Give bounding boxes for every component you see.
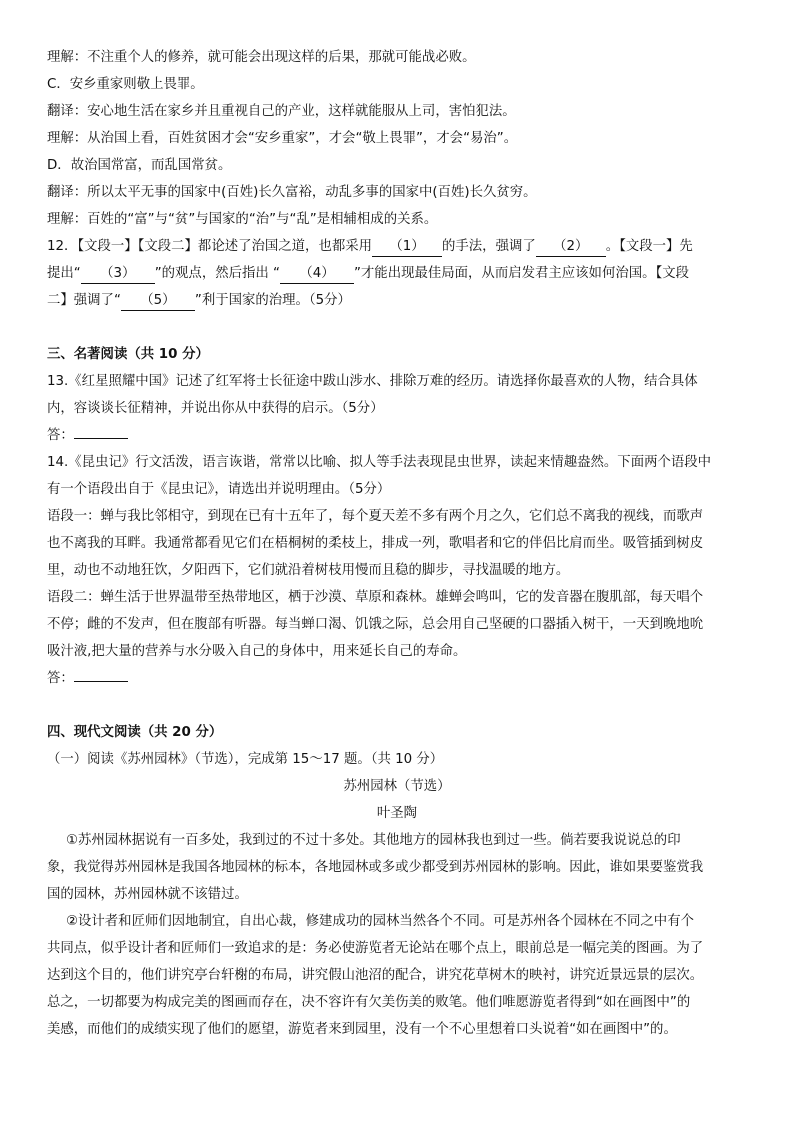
q13-answer: 答：	[47, 422, 747, 449]
subsection-1-intro: （一）阅读《苏州园林》（节选），完成第 15～17 题。（共 10 分）	[47, 752, 444, 767]
q12-line-1: 12．【文段一】【文段二】都论述了治国之道，也都采用 （1） 的手法，强调了 （2） 。【文段一】先	[47, 233, 747, 260]
q11-option-c-understanding: 理解：从治国上看，百姓贫困才会“安乡重家”，才会“敬上畏罪”，才会“易治”。	[47, 131, 518, 146]
spacer	[47, 314, 747, 341]
paragraph-1-line-1: ①苏州园林据说有一百多处，我到过的不过十多处。其他地方的园林我也到过一些。倘若要我说说总的印	[66, 833, 681, 848]
q14-line-2: 有一个语段出自于《昆虫记》，请选出并说明理由。（5分）	[47, 482, 391, 497]
q11-understanding-b: 理解：不注重个人的修养，就可能会出现这样的后果，那就可能战必败。	[47, 50, 476, 65]
passage-1-line-3: 里，动也不动地狂饮，夕阳西下，它们就沿着树枝用慢而且稳的脚步，寻找温暖的地方。	[47, 563, 570, 578]
q11-option-c-translation: 翻译：安心地生活在家乡并且重视自己的产业，这样就能服从上司，害怕犯法。	[47, 104, 516, 119]
paragraph-1-line-2: 象，我觉得苏州园林是我国各地园林的标本，各地园林或多或少都受到苏州园林的影响。因此，谁如果要鉴赏我	[47, 860, 704, 875]
paragraph-2-line-4: 总之，一切都要为构成完美的图画而存在，决不容许有欠美伤美的败笔。他们唯愿游览者得到“如在画图中”的	[47, 995, 691, 1010]
passage-2-line-3: 吸汁液,把大量的营养与水分吸入自己的身体中，用来延长自己的寿命。	[47, 644, 467, 659]
blank-3[interactable]: （3）	[81, 265, 155, 284]
q14-answer-blank[interactable]	[74, 667, 128, 682]
paragraph-2-line-2: 共同点，似乎设计者和匠师们一致追求的是：务必使游览者无论站在哪个点上，眼前总是一幅完美的图画。为了	[47, 941, 704, 956]
article-author: 叶圣陶	[376, 806, 418, 821]
q13-answer-blank[interactable]	[74, 424, 128, 439]
blank-2[interactable]: （2）	[536, 238, 606, 257]
paragraph-2-line-3: 达到这个目的，他们讲究亭台轩榭的布局，讲究假山池沼的配合，讲究花草树木的映衬，讲究近景远景的层次。	[47, 968, 704, 983]
paragraph-1-line-3: 国的园林，苏州园林就不该错过。	[47, 887, 248, 902]
paragraph-2-line-1: ②设计者和匠师们因地制宜，自出心裁，修建成功的园林当然各个不同。可是苏州各个园林在不同之中有个	[66, 914, 694, 929]
blank-4[interactable]: （4）	[280, 265, 354, 284]
article-title: 苏州园林（节选）	[343, 779, 451, 794]
section-4-title: 四、现代文阅读（共 20 分）	[47, 725, 223, 740]
q14-line-1: 14.《昆虫记》行文活泼，语言诙谐，常常以比喻、拟人等手法表现昆虫世界，读起来情趣盎然。下面两个语段中	[47, 455, 712, 470]
blank-1[interactable]: （1）	[372, 238, 442, 257]
q11-option-d-translation: 翻译：所以太平无事的国家中(百姓)长久富裕，动乱多事的国家中(百姓)长久贫穷。	[47, 185, 537, 200]
q13-line-2: 内，容谈谈长征精神，并说出你从中获得的启示。（5分）	[47, 401, 384, 416]
q14-answer: 答：	[47, 665, 747, 692]
q11-option-d: D．故治国常富，而乱国常贫。	[47, 158, 232, 173]
passage-2-line-1: 语段二：蝉生活于世界温带至热带地区，栖于沙漠、草原和森林。雄蝉会鸣叫，它的发音器在腹肌部，每天唱个	[47, 590, 704, 605]
q12-line-3: 二】强调了“ （5） ”利于国家的治理。（5分）	[47, 287, 747, 314]
spacer	[47, 692, 747, 719]
blank-5[interactable]: （5）	[121, 292, 195, 311]
q13-line-1: 13.《红星照耀中国》记述了红军将士长征途中跋山涉水、排除万难的经历。请选择你最喜欢的人物，结合具体	[47, 374, 698, 389]
document-page	[47, 44, 747, 1043]
passage-1-line-1: 语段一：蝉与我比邻相守，到现在已有十五年了，每个夏天差不多有两个月之久，它们总不离我的视线，而歌声	[47, 509, 704, 524]
passage-1-line-2: 也不离我的耳畔。我通常都看见它们在梧桐树的柔枝上，排成一列，歌唱者和它的伴侣比肩而坐。吸管插到树皮	[47, 536, 704, 551]
section-3-title: 三、名著阅读（共 10 分）	[47, 347, 209, 362]
q12-line-2: 提出“ （3） ”的观点，然后指出 “ （4） ”才能出现最佳局面，从而启发君主应该如何治国。【文段	[47, 260, 747, 287]
paragraph-2-line-5: 美感，而他们的成绩实现了他们的愿望，游览者来到园里，没有一个不心里想着口头说着“如在画图中”的。	[47, 1022, 677, 1037]
q11-option-c: C．安乡重家则敬上畏罪。	[47, 77, 204, 92]
q11-option-d-understanding: 理解：百姓的“富”与“贫”与国家的“治”与“乱”是相辅相成的关系。	[47, 212, 438, 227]
passage-2-line-2: 不停；雌的不发声，但在腹部有听器。每当蝉口渴、饥饿之际，总会用自己坚硬的口器插入树干，一天到晚地吮	[47, 617, 704, 632]
